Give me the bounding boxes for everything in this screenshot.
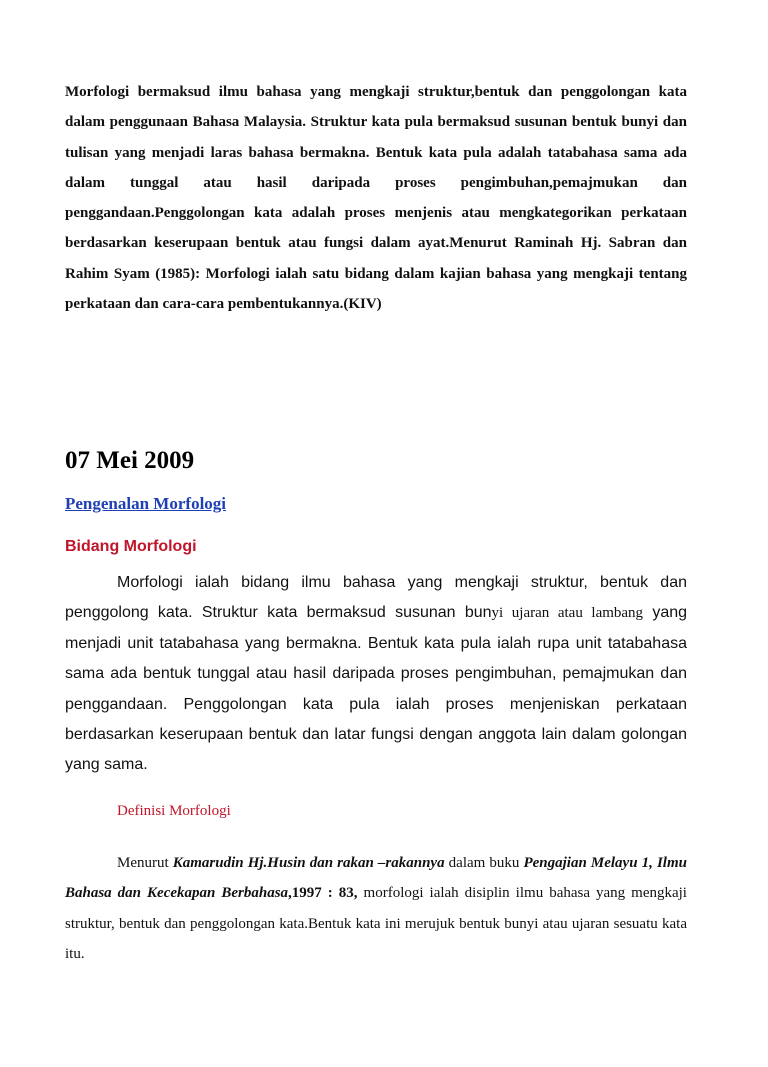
- definition-authors: Kamarudin Hj.Husin dan rakan –rakannya: [172, 855, 445, 871]
- definition-lead: Menurut: [117, 855, 173, 871]
- definition-mid: dalam buku: [444, 855, 524, 871]
- intro-paragraph: Morfologi bermaksud ilmu bahasa yang mengkaji struktur,bentuk dan penggolongan kata dalam penggunaan Bahasa Malaysia. Struktur kata pula bermaksud susunan bentuk bunyi dan tulisan yang menjadi laras bahasa bermakna. Bentuk kata pula adalah tatabahasa sama ada dalam tunggal atau hasil daripada proses pengimbuhan,pemajmukan dan penggandaan.Penggolongan kata adalah proses menjenis atau mengkategorikan perkataan berdasarkan keserupaan bentuk atau fungsi dalam ayat.Menurut Raminah Hj. Sabran dan Rahim Syam (1985): Morfologi ialah satu bidang dalam kajian bahasa yang mengkaji tentang perkataan dan cara-cara pembentukannya.(KIV): [65, 84, 687, 313]
- body-paragraph: [65, 568, 687, 781]
- definition-subheading: Definisi Morfologi: [117, 803, 231, 819]
- section-heading: Bidang Morfologi: [65, 538, 197, 555]
- body-text-part2: yi ujaran atau lambang: [491, 605, 644, 622]
- definition-citation: ,1997 : 83,: [288, 885, 358, 902]
- body-text-part3: yang menjadi unit tatabahasa yang bermakna. Bentuk kata pula ialah rupa unit tatabahasa sama ada bentuk tunggal atau hasil daripada proses pengimbuhan, pemajmukan dan penggandaan. Penggolongan kata pula ialah proses menjeniskan perkataan berdasarkan keserupaan bentuk dan latar fungsi dengan anggota lain dalam golongan yang sama.: [65, 604, 688, 774]
- post-date: 07 Mei 2009: [65, 447, 195, 474]
- post-title-link[interactable]: Pengenalan Morfologi: [65, 494, 227, 513]
- body-text-part1: Morfologi ialah bidang ilmu bahasa yang mengkaji struktur, bentuk dan penggolong kata. Struktur kata bermaksud susunan bun: [65, 574, 687, 622]
- definition-book: Pengajian Melayu 1, Ilmu Bahasa dan Kecekapan Berbahasa: [65, 855, 687, 902]
- definition-paragraph: [65, 848, 687, 970]
- definition-rest: morfologi ialah disiplin ilmu bahasa yang mengkaji struktur, bentuk dan penggolongan kata.Bentuk kata ini merujuk bentuk bunyi atau ujaran sesuatu kata itu.: [65, 885, 687, 963]
